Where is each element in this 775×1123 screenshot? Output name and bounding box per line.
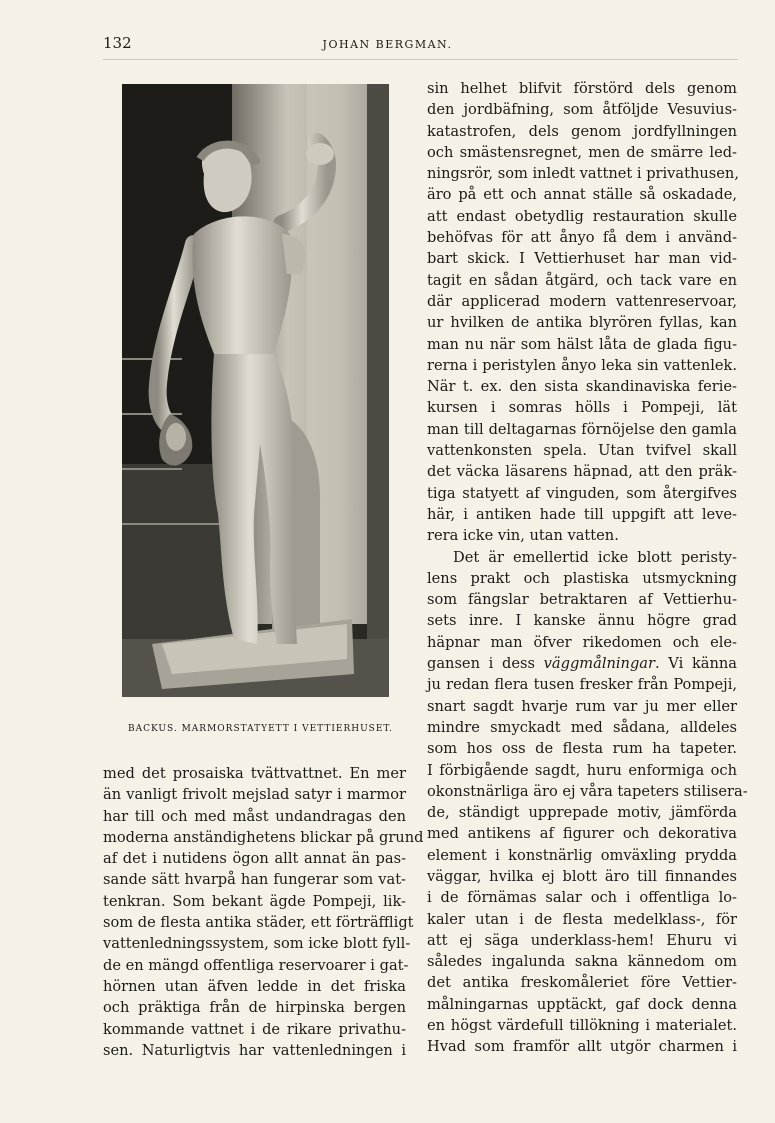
text-line: När t. ex. den sista skandinaviska ferie- — [427, 378, 737, 396]
text-line: sin helhet blifvit förstörd dels genom — [427, 80, 737, 97]
text-line: här, i antiken hade till uppgift att leve- — [427, 505, 737, 523]
text-line: ur hvilken de antika blyrören fyllas, kan — [427, 314, 737, 332]
text-segment: gansen i dess — [427, 655, 544, 673]
text-line: de, ständigt upprepade motiv, jämförda — [427, 804, 737, 822]
text-line: en högst värdefull tillökning i materialet. — [427, 1017, 737, 1035]
text-line: mindre smyckadt med sådana, alldeles — [427, 718, 737, 736]
text-line: moderna anständighetens blickar på grund — [103, 828, 424, 846]
text-segment: . Vi känna — [654, 655, 737, 673]
text-line: behöfvas för att ånyo få dem i använd- — [427, 229, 737, 247]
left-column — [103, 763, 424, 1061]
text-line: tenkran. Som bekant ägde Pompeji, lik- — [103, 892, 406, 910]
text-line: således ingalunda sakna kännedom om — [427, 953, 737, 971]
text-line: äro på ett och annat ställe så oskadade, — [427, 186, 737, 204]
text-line: den jordbäfning, som åtföljde Vesuvius- — [427, 101, 737, 119]
header-rule — [103, 59, 738, 60]
text-line: vattenkonsten spela. Utan tvifvel skall — [427, 442, 737, 460]
text-line: katastrofen, dels genom jordfyllningen — [427, 122, 737, 140]
text-line: än vanligt frivolt mejslad satyr i marmor — [103, 786, 406, 804]
text-line: som fängslar betraktaren af Vettierhu- — [427, 591, 737, 609]
text-line: rerna i peristylen ånyo leka sin vattenlek. — [427, 356, 737, 374]
text-line: väggar, hvilka ej blott äro till finnandes — [427, 867, 737, 885]
text-line: att endast obetydlig restauration skulle — [427, 207, 737, 225]
text-line: lens prakt och plastiska utsmyckning — [427, 569, 737, 587]
italic-term: väggmålningar — [543, 655, 655, 673]
text-line: ju redan flera tusen fresker från Pompeji, — [427, 676, 737, 694]
text-line: det väcka läsarens häpnad, att den präk- — [427, 463, 737, 481]
text-line: och smästensregnet, men de smärre led- — [427, 143, 737, 161]
text-line — [427, 653, 737, 674]
text-line: sen. Naturligtvis har vattenledningen i — [103, 1041, 406, 1059]
text-line: kursen i somras hölls i Pompeji, lät — [427, 399, 737, 417]
text-line: vattenledningssystem, som icke blott fyll- — [103, 935, 411, 953]
text-line: de en mängd offentliga reservoarer i gat- — [103, 956, 409, 974]
text-line: med det prosaiska tvättvattnet. En mer — [103, 765, 406, 782]
text-line: man till deltagarnas förnöjelse den gamla — [427, 420, 737, 438]
statue-photograph — [122, 84, 389, 697]
text-line: tagit en sådan åtgärd, och tack vare en — [427, 271, 737, 289]
text-line: okonstnärliga äro ej våra tapeters stilisera- — [427, 782, 748, 800]
text-line: man nu när som hälst låta de glada figu- — [427, 335, 737, 353]
text-line: sets inre. I kanske ännu högre grad — [427, 612, 737, 630]
text-line: det antika freskomåleriet före Vettier- — [427, 974, 737, 992]
text-line: där applicerad modern vattenreservoar, — [427, 292, 737, 310]
text-line: kaler utan i de flesta medelklass-, för — [427, 910, 737, 928]
text-line: som hos oss de flesta rum ha tapeter. — [427, 740, 737, 758]
text-line: ningsrör, som inledt vattnet i privathusen, — [427, 165, 739, 183]
text-line: snart sagdt hvarje rum var ju mer eller — [427, 697, 737, 715]
statue-illustration — [122, 84, 389, 697]
text-line: bart skick. I Vettierhuset har man vid- — [427, 250, 737, 268]
text-line: hörnen utan äfven ledde in det friska — [103, 977, 406, 995]
text-line: sande sätt hvarpå han fungerar som vat- — [103, 871, 406, 889]
text-line: tiga statyett af vinguden, som återgifves — [427, 484, 737, 502]
figure-caption: BACKUS. MARMORSTATYETT I VETTIERHUSET. — [128, 724, 393, 734]
text-line: Hvad som framför allt utgör charmen i — [427, 1038, 737, 1056]
text-line: med antikens af figurer och dekorativa — [427, 825, 737, 843]
text-line: rera icke vin, utan vatten. — [427, 527, 619, 545]
text-line: målningarnas upptäckt, gaf dock denna — [427, 995, 737, 1013]
text-line: af det i nutidens ögon allt annat än pas- — [103, 850, 406, 868]
text-line: att ej säga underklass-hem! Ehuru vi — [427, 931, 737, 949]
page-number: 132 — [103, 34, 132, 52]
text-line: som de flesta antika städer, ett förträffligt — [103, 914, 414, 932]
text-line: I förbigående sagdt, huru enformiga och — [427, 761, 737, 779]
text-line: i de förnämas salar och i offentliga lo- — [427, 889, 737, 907]
text-line: element i konstnärlig omväxling prydda — [427, 846, 737, 864]
text-line: har till och med måst undandragas den — [103, 807, 406, 825]
right-column — [427, 78, 748, 1058]
text-line: häpnar man öfver rikedomen och ele- — [427, 633, 737, 651]
text-line: och präktiga från de hirpinska bergen — [103, 999, 406, 1017]
running-head: JOHAN BERGMAN. — [322, 38, 453, 51]
text-line: Det är emellertid icke blott peristy- — [453, 548, 737, 566]
text-line: kommande vattnet i de rikare privathu- — [103, 1020, 406, 1038]
